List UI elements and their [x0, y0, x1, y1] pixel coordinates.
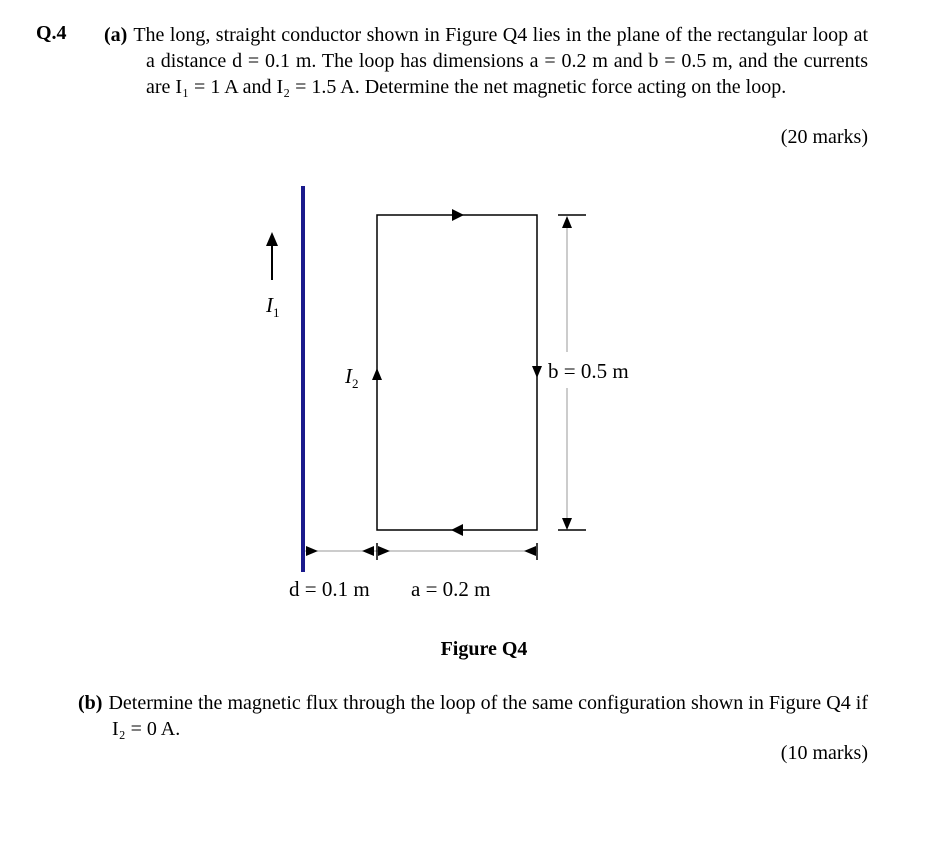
- part-b-label: (b): [78, 692, 103, 714]
- loop-right-arrow: [532, 366, 542, 378]
- figure-caption: Figure Q4: [440, 638, 528, 660]
- label-i2: $I_2$: [345, 364, 359, 391]
- question-number: Q.4: [36, 22, 67, 44]
- label-i1-sub: 1: [273, 305, 280, 320]
- dimension-d-a: [305, 543, 537, 560]
- loop-top-arrow: [452, 209, 464, 221]
- part-b-body: Determine the magnetic flux through the loop of the same configuration shown in Figure Q4 if I₂ = 0 A.: [108, 692, 868, 740]
- current-i1-arrow: [266, 232, 278, 280]
- part-b-marks: (10 marks): [780, 742, 868, 764]
- label-i1: $I_1$: [266, 293, 280, 320]
- label-d: d = 0.1 m: [289, 577, 370, 601]
- label-a: a = 0.2 m: [411, 577, 491, 601]
- rectangular-loop: [377, 215, 537, 530]
- label-b: b = 0.5 m: [548, 359, 629, 383]
- part-a-label: (a): [104, 24, 128, 46]
- label-i2-sub: 2: [352, 376, 359, 391]
- part-a-marks: (20 marks): [780, 126, 868, 148]
- part-a-body: The long, straight conductor shown in Figure Q4 lies in the plane of the rectangular loop at a distance d = 0.1 m. The loop has dimensions a = 0.2 m and b = 0.5 m, and the currents are I₁ = 1 A and I₂ = 1.5 A. Determine the net magnetic force acting on the loop.: [133, 24, 868, 98]
- part-b-text: [78, 690, 868, 742]
- loop-left-arrow: [372, 368, 382, 380]
- loop-bottom-arrow: [451, 524, 463, 536]
